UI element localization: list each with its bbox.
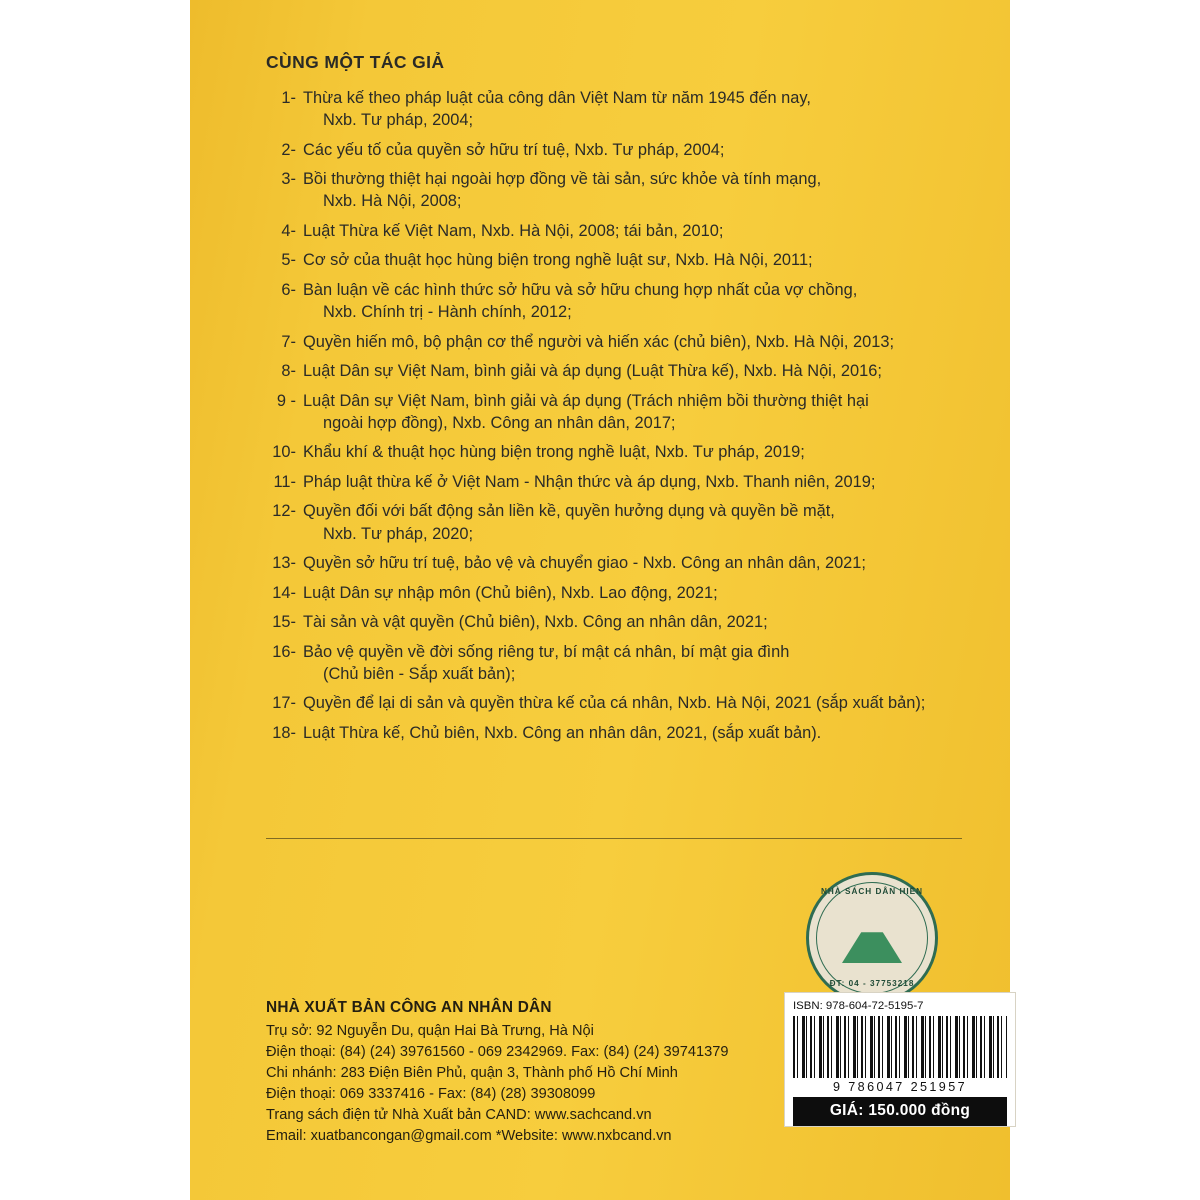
item-number: 6- <box>281 280 296 299</box>
barcode-bars <box>793 1016 1007 1078</box>
item-number: 1- <box>281 89 296 107</box>
list-item <box>266 220 966 242</box>
publisher-phone-1: Điện thoại: (84) (24) 39761560 - 069 2342969. Fax: (84) (24) 39741379 <box>266 1044 729 1061</box>
list-item <box>266 500 966 544</box>
list-item <box>266 441 966 463</box>
item-number: 5- <box>281 251 296 270</box>
item-text: Luật Thừa kế Việt Nam, Nxb. Hà Nội, 2008; tái bản, 2010; <box>303 221 724 240</box>
item-number: 8- <box>281 362 296 381</box>
list-item <box>266 692 966 714</box>
item-text: Pháp luật thừa kế ở Việt Nam - Nhận thức và áp dụng, Nxb. Thanh niên, 2019; <box>303 472 876 491</box>
item-number: 11- <box>273 472 296 491</box>
item-text: Bàn luận về các hình thức sở hữu và sở hữu chung hợp nhất của vợ chồng, Nxb. Chính trị - Hành chính, 2012; <box>303 280 858 321</box>
list-item <box>266 390 966 434</box>
logo-triangle-inner-icon <box>857 908 887 932</box>
item-text: Bảo vệ quyền về đời sống riêng tư, bí mật cá nhân, bí mật gia đình (Chủ biên - Sắp xuất bản); <box>303 642 790 683</box>
item-text: Khẩu khí & thuật học hùng biện trong nghề luật, Nxb. Tư pháp, 2019; <box>303 443 805 462</box>
logo-triangle-icon <box>842 915 902 963</box>
item-number: 13- <box>272 554 296 573</box>
list-item <box>266 139 966 161</box>
item-number: 4- <box>281 221 296 240</box>
list-item <box>266 641 966 685</box>
item-number: 10- <box>272 443 296 462</box>
list-item <box>266 331 966 353</box>
list-item <box>266 360 966 382</box>
book-back-cover <box>190 0 1010 1200</box>
item-number: 12- <box>272 502 296 521</box>
item-number: 18- <box>272 723 296 742</box>
list-item <box>266 582 966 604</box>
item-text: Cơ sở của thuật học hùng biện trong nghề luật sư, Nxb. Hà Nội, 2011; <box>303 251 813 270</box>
publisher-email-website: Email: xuatbancongan@gmail.com *Website: www.nxbcand.vn <box>266 1128 672 1145</box>
barcode-digits: 9 786047 251957 <box>832 1080 968 1094</box>
publisher-phone-2: Điện thoại: 069 3337416 - Fax: (84) (28) 39308099 <box>266 1086 596 1103</box>
item-number: 14- <box>272 583 296 602</box>
logo-top-text: NHÀ SÁCH DÂN HIỀN <box>820 887 924 896</box>
item-number: 7- <box>281 332 296 351</box>
item-text: Bồi thường thiệt hại ngoài hợp đồng về tài sản, sức khỏe và tính mạng, Nxb. Hà Nội, 2008; <box>303 170 822 211</box>
item-text: Luật Thừa kế, Chủ biên, Nxb. Công an nhân dân, 2021, (sắp xuất bản). <box>303 723 822 742</box>
list-item <box>266 279 966 323</box>
publisher-ebook-site: Trang sách điện tử Nhà Xuất bản CAND: www.sachcand.vn <box>266 1107 652 1124</box>
list-item <box>266 249 966 271</box>
logo-bottom-text: ĐT: 04 - 37753218 <box>829 979 915 988</box>
list-item <box>266 722 966 744</box>
price-label: GIÁ: 150.000 đồng <box>793 1097 1007 1126</box>
publisher-branch: Chi nhánh: 283 Điện Biên Phủ, quận 3, Thành phố Hồ Chí Minh <box>266 1065 678 1082</box>
cover-content <box>266 52 971 1170</box>
item-number: 2- <box>281 140 296 159</box>
publisher-address: Trụ sở: 92 Nguyễn Du, quận Hai Bà Trưng, Hà Nội <box>266 1023 594 1040</box>
list-item <box>266 168 966 212</box>
item-text: Luật Dân sự nhập môn (Chủ biên), Nxb. Lao động, 2021; <box>303 583 718 602</box>
item-text: Các yếu tố của quyền sở hữu trí tuệ, Nxb. Tư pháp, 2004; <box>303 140 725 159</box>
item-text: Thừa kế theo pháp luật của công dân Việt Nam từ năm 1945 đến nay, Nxb. Tư pháp, 2004; <box>303 89 811 130</box>
item-number: 3- <box>281 170 296 189</box>
item-text: Quyền sở hữu trí tuệ, bảo vệ và chuyển giao - Nxb. Công an nhân dân, 2021; <box>303 554 866 573</box>
list-item <box>266 611 966 633</box>
bookstore-logo <box>806 872 938 1004</box>
works-list <box>266 87 966 744</box>
item-number: 15- <box>272 613 296 632</box>
list-item <box>266 471 966 493</box>
item-number: 9 - <box>276 391 296 410</box>
horizontal-divider <box>266 838 962 839</box>
item-text: Luật Dân sự Việt Nam, bình giải và áp dụng (Trách nhiệm bồi thường thiệt hại ngoài hợp đồng), Nxb. Công an nhân dân, 2017; <box>303 391 869 432</box>
item-text: Quyền hiến mô, bộ phận cơ thể người và hiến xác (chủ biên), Nxb. Hà Nội, 2013; <box>303 332 894 351</box>
barcode-block <box>784 992 1016 1127</box>
item-text: Quyền để lại di sản và quyền thừa kế của cá nhân, Nxb. Hà Nội, 2021 (sắp xuất bản); <box>303 694 926 713</box>
section-heading: CÙNG MỘT TÁC GIẢ <box>266 52 445 72</box>
publisher-block <box>266 997 786 1147</box>
item-text: Tài sản và vật quyền (Chủ biên), Nxb. Công an nhân dân, 2021; <box>303 613 768 632</box>
item-text: Luật Dân sự Việt Nam, bình giải và áp dụng (Luật Thừa kế), Nxb. Hà Nội, 2016; <box>303 362 882 381</box>
item-number: 16- <box>272 642 296 661</box>
item-number: 17- <box>272 694 296 713</box>
isbn-text: ISBN: 978-604-72-5195-7 <box>793 1000 924 1012</box>
item-text: Quyền đối với bất động sản liền kề, quyền hưởng dụng và quyền bề mặt, Nxb. Tư pháp, 2020; <box>303 502 835 543</box>
publisher-name: NHÀ XUẤT BẢN CÔNG AN NHÂN DÂN <box>266 999 552 1016</box>
list-item <box>266 87 966 131</box>
list-item <box>266 552 966 574</box>
